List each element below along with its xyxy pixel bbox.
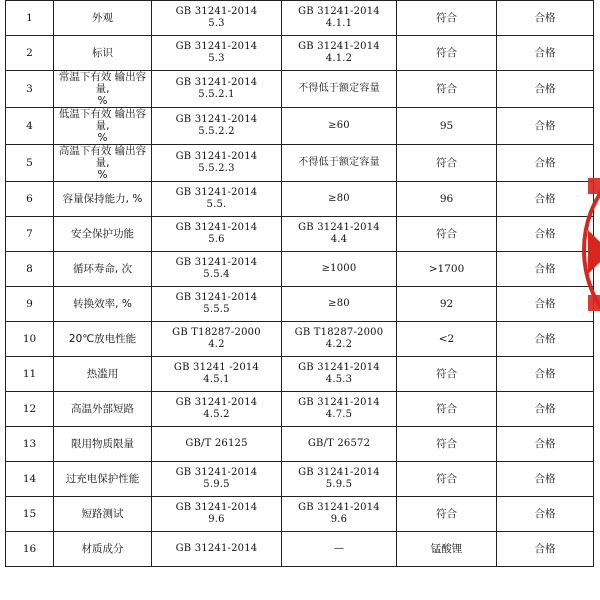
result-cell [397, 497, 497, 532]
result-cell-line: 符合 [436, 438, 457, 450]
verdict-cell [497, 252, 594, 287]
test-item-cell-line: 转换效率, % [73, 298, 132, 310]
requirement-cell [282, 36, 397, 71]
row-number-cell-line: 4 [26, 120, 33, 132]
standard-clause-cell [152, 108, 282, 145]
test-item-cell-line: 高温外部短路 [71, 403, 134, 415]
verdict-cell [497, 427, 594, 462]
requirement-cell [282, 322, 397, 357]
verdict-cell [497, 36, 594, 71]
verdict-cell-line: 合格 [534, 228, 556, 240]
requirement-cell [282, 287, 397, 322]
requirement-cell [282, 252, 397, 287]
test-item-cell-line: 材质成分 [81, 543, 124, 555]
verdict-cell [497, 462, 594, 497]
row-number-cell [6, 36, 54, 71]
standard-clause-cell [152, 182, 282, 217]
result-cell-line: 符合 [436, 403, 457, 415]
standard-clause-cell [152, 1, 282, 36]
standard-clause-cell [152, 357, 282, 392]
result-cell [397, 145, 497, 182]
requirement-cell [282, 217, 397, 252]
test-item-cell-line: 标识 [92, 47, 113, 59]
row-number-cell-line: 12 [22, 403, 37, 415]
verdict-cell-line: 合格 [534, 47, 556, 59]
test-results-table [5, 0, 594, 567]
standard-clause-cell-line: GB T18287-2000 [172, 327, 261, 338]
standard-clause-cell [152, 322, 282, 357]
table-row [6, 108, 594, 145]
requirement-cell-line: 4.2.2 [325, 339, 353, 350]
result-cell-line: 锰酸锂 [430, 543, 463, 555]
row-number-cell-line: 1 [26, 12, 33, 24]
row-number-cell-line: 13 [22, 438, 37, 450]
requirement-cell-line: 4.1.2 [325, 53, 353, 64]
table-row [6, 252, 594, 287]
verdict-cell-line: 合格 [534, 508, 556, 520]
row-number-cell [6, 497, 54, 532]
requirement-cell-line: 5.9.5 [325, 479, 353, 490]
standard-clause-cell-line: GB 31241-2014 [175, 292, 258, 303]
verdict-cell [497, 497, 594, 532]
row-number-cell [6, 462, 54, 497]
requirement-cell [282, 182, 397, 217]
test-item-cell-line: % [97, 169, 108, 181]
result-cell-line: >1700 [428, 263, 465, 275]
test-item-cell-line: 热滥用 [86, 368, 119, 380]
verdict-cell [497, 108, 594, 145]
table-row [6, 462, 594, 497]
standard-clause-cell-line: 5.5.2.1 [198, 89, 235, 100]
standard-clause-cell [152, 497, 282, 532]
standard-clause-cell-line: GB 31241-2014 [175, 397, 258, 408]
test-item-cell [54, 145, 152, 182]
result-cell-line: 符合 [436, 508, 457, 520]
standard-clause-cell [152, 287, 282, 322]
standard-clause-cell-line: GB 31241-2014 [175, 502, 258, 513]
table-row [6, 322, 594, 357]
row-number-cell-line: 8 [26, 263, 33, 275]
verdict-cell-line: 合格 [534, 12, 556, 24]
row-number-cell [6, 71, 54, 108]
requirement-cell-line: 4.5.3 [325, 374, 353, 385]
verdict-cell [497, 182, 594, 217]
result-cell-line: 符合 [436, 47, 457, 59]
requirement-cell [282, 71, 397, 108]
requirement-cell-line: 4.4 [330, 234, 348, 245]
table-row [6, 392, 594, 427]
standard-clause-cell-line: 5.5.2.3 [198, 163, 235, 174]
requirement-cell [282, 1, 397, 36]
standard-clause-cell-line: 5.5. [206, 199, 227, 210]
row-number-cell-line: 10 [22, 333, 37, 345]
standard-clause-cell-line: 5.9.5 [203, 479, 230, 490]
result-cell-line: 92 [439, 298, 454, 310]
requirement-cell-line: GB 31241-2014 [298, 6, 380, 17]
standard-clause-cell [152, 462, 282, 497]
row-number-cell [6, 287, 54, 322]
standard-clause-cell-line: GB 31241-2014 [175, 543, 258, 554]
requirement-cell-line: ≥80 [328, 298, 350, 309]
result-cell [397, 36, 497, 71]
row-number-cell-line: 11 [22, 368, 37, 380]
result-cell [397, 1, 497, 36]
result-cell [397, 322, 497, 357]
requirement-cell-line: ≥80 [328, 193, 350, 204]
requirement-cell [282, 392, 397, 427]
verdict-cell-line: 合格 [534, 157, 556, 169]
test-item-cell-line: 安全保护功能 [71, 228, 134, 240]
row-number-cell [6, 322, 54, 357]
result-cell [397, 392, 497, 427]
result-cell [397, 182, 497, 217]
row-number-cell [6, 217, 54, 252]
verdict-cell-line: 合格 [534, 438, 556, 450]
requirement-cell [282, 532, 397, 567]
standard-clause-cell-line: GB 31241-2014 [175, 77, 258, 88]
verdict-cell [497, 392, 594, 427]
table-row [6, 427, 594, 462]
table-row [6, 1, 594, 36]
row-number-cell-line: 16 [22, 543, 37, 555]
test-item-cell [54, 71, 152, 108]
test-item-cell [54, 322, 152, 357]
test-item-cell-line: 过充电保护性能 [65, 473, 140, 485]
standard-clause-cell-line: GB 31241-2014 [175, 257, 258, 268]
standard-clause-cell [152, 427, 282, 462]
requirement-cell-line: GB 31241-2014 [298, 502, 380, 513]
table-row [6, 287, 594, 322]
table-row [6, 357, 594, 392]
row-number-cell-line: 15 [22, 508, 37, 520]
verdict-cell-line: 合格 [534, 403, 556, 415]
table-row [6, 532, 594, 567]
standard-clause-cell-line: GB/T 26125 [185, 438, 248, 449]
verdict-cell-line: 合格 [534, 83, 556, 95]
test-item-cell-line: 20℃放电性能 [68, 333, 137, 345]
table-row [6, 182, 594, 217]
requirement-cell-line: 4.1.1 [325, 18, 353, 29]
standard-clause-cell-line: 5.3 [208, 18, 225, 29]
requirement-cell-line: GB T18287-2000 [294, 327, 384, 338]
table-row [6, 36, 594, 71]
verdict-cell [497, 532, 594, 567]
verdict-cell-line: 合格 [534, 193, 556, 205]
requirement-cell [282, 497, 397, 532]
standard-clause-cell [152, 392, 282, 427]
test-item-cell [54, 392, 152, 427]
result-cell [397, 532, 497, 567]
row-number-cell [6, 427, 54, 462]
requirement-cell-line: GB 31241-2014 [298, 41, 380, 52]
test-item-cell-line: 限用物质限量 [71, 438, 134, 450]
verdict-cell [497, 287, 594, 322]
row-number-cell-line: 3 [26, 83, 33, 95]
standard-clause-cell [152, 532, 282, 567]
verdict-cell-line: 合格 [534, 333, 556, 345]
test-item-cell-line: 循环寿命, 次 [72, 263, 133, 275]
test-item-cell [54, 1, 152, 36]
test-item-cell [54, 462, 152, 497]
verdict-cell-line: 合格 [534, 368, 556, 380]
standard-clause-cell-line: 5.5.5 [203, 304, 230, 315]
requirement-cell-line: GB/T 26572 [307, 438, 371, 449]
result-cell-line: 符合 [436, 12, 457, 24]
standard-clause-cell-line: GB 31241-2014 [175, 41, 258, 52]
requirement-cell-line: 9.6 [330, 514, 348, 525]
verdict-cell [497, 71, 594, 108]
requirement-cell-line: ≥60 [328, 120, 350, 131]
standard-clause-cell-line: 5.5.2.2 [198, 126, 235, 137]
result-cell [397, 462, 497, 497]
test-item-cell-line: % [97, 132, 108, 144]
standard-clause-cell-line: 5.3 [208, 53, 225, 64]
table-row [6, 71, 594, 108]
row-number-cell [6, 108, 54, 145]
test-item-cell [54, 217, 152, 252]
row-number-cell [6, 532, 54, 567]
result-cell [397, 108, 497, 145]
row-number-cell-line: 9 [26, 298, 33, 310]
requirement-cell [282, 427, 397, 462]
test-item-cell [54, 252, 152, 287]
row-number-cell [6, 182, 54, 217]
result-cell [397, 357, 497, 392]
standard-clause-cell [152, 36, 282, 71]
result-cell-line: 符合 [436, 157, 457, 169]
row-number-cell [6, 357, 54, 392]
standard-clause-cell-line: GB 31241-2014 [175, 6, 258, 17]
standard-clause-cell-line: GB 31241-2014 [175, 467, 258, 478]
verdict-cell [497, 217, 594, 252]
test-item-cell [54, 497, 152, 532]
test-item-cell [54, 532, 152, 567]
standard-clause-cell [152, 145, 282, 182]
verdict-cell-line: 合格 [534, 263, 556, 275]
test-item-cell [54, 287, 152, 322]
row-number-cell [6, 1, 54, 36]
row-number-cell-line: 5 [26, 157, 33, 169]
verdict-cell-line: 合格 [534, 473, 556, 485]
row-number-cell [6, 145, 54, 182]
requirement-cell-line: GB 31241-2014 [298, 397, 380, 408]
standard-clause-cell-line: GB 31241-2014 [175, 187, 258, 198]
result-cell-line: 符合 [436, 473, 457, 485]
row-number-cell [6, 252, 54, 287]
result-cell [397, 252, 497, 287]
test-item-cell-line: 低温下有效 输出容量, [58, 108, 147, 132]
verdict-cell-line: 合格 [534, 298, 556, 310]
standard-clause-cell [152, 252, 282, 287]
test-item-cell-line: 外观 [92, 12, 113, 24]
test-item-cell [54, 108, 152, 145]
result-cell [397, 71, 497, 108]
test-item-cell-line: % [97, 95, 108, 107]
row-number-cell-line: 14 [22, 473, 37, 485]
standard-clause-cell-line: 4.5.2 [203, 409, 230, 420]
verdict-cell-line: 合格 [534, 120, 556, 132]
requirement-cell-line: 4.7.5 [325, 409, 353, 420]
result-cell [397, 427, 497, 462]
verdict-cell [497, 357, 594, 392]
verdict-cell [497, 145, 594, 182]
test-item-cell-line: 高温下有效 输出容量, [58, 145, 147, 169]
verdict-cell [497, 1, 594, 36]
row-number-cell-line: 7 [26, 228, 33, 240]
result-cell [397, 287, 497, 322]
standard-clause-cell-line: 4.5.1 [203, 374, 230, 385]
requirement-cell [282, 357, 397, 392]
standard-clause-cell-line: GB 31241 -2014 [173, 362, 260, 373]
result-cell-line: 96 [439, 193, 454, 205]
verdict-cell [497, 322, 594, 357]
requirement-cell-line: ≥1000 [321, 263, 357, 274]
test-item-cell [54, 427, 152, 462]
standard-clause-cell-line: 9.6 [208, 514, 225, 525]
standard-clause-cell-line: 5.6 [208, 234, 225, 245]
result-cell-line: 95 [439, 120, 454, 132]
row-number-cell-line: 2 [26, 47, 33, 59]
table-row [6, 217, 594, 252]
requirement-cell-line: 不得低于额定容量 [298, 157, 380, 168]
row-number-cell-line: 6 [26, 193, 33, 205]
table-row [6, 145, 594, 182]
test-item-cell-line: 常温下有效 输出容量, [58, 71, 147, 95]
row-number-cell [6, 392, 54, 427]
standard-clause-cell [152, 217, 282, 252]
table-row [6, 497, 594, 532]
test-item-cell [54, 36, 152, 71]
requirement-cell-line: 不得低于额定容量 [298, 83, 380, 94]
standard-clause-cell [152, 71, 282, 108]
standard-clause-cell-line: 5.5.4 [203, 269, 230, 280]
result-cell-line: 符合 [436, 368, 457, 380]
standard-clause-cell-line: GB 31241-2014 [175, 114, 258, 125]
test-item-cell-line: 容量保持能力, % [62, 193, 143, 205]
requirement-cell-line: GB 31241-2014 [298, 362, 380, 373]
requirement-cell [282, 145, 397, 182]
requirement-cell [282, 108, 397, 145]
standard-clause-cell-line: GB 31241-2014 [175, 151, 258, 162]
test-item-cell [54, 182, 152, 217]
requirement-cell [282, 462, 397, 497]
test-item-cell [54, 357, 152, 392]
result-cell [397, 217, 497, 252]
requirement-cell-line: GB 31241-2014 [298, 467, 380, 478]
requirement-cell-line: GB 31241-2014 [298, 222, 380, 233]
requirement-cell-line: — [333, 543, 345, 554]
test-item-cell-line: 短路测试 [81, 508, 124, 520]
result-cell-line: <2 [438, 333, 455, 345]
result-cell-line: 符合 [436, 228, 457, 240]
result-cell-line: 符合 [436, 83, 457, 95]
table-body [6, 1, 594, 567]
standard-clause-cell-line: GB 31241-2014 [175, 222, 258, 233]
verdict-cell-line: 合格 [534, 543, 556, 555]
standard-clause-cell-line: 4.2 [208, 339, 225, 350]
